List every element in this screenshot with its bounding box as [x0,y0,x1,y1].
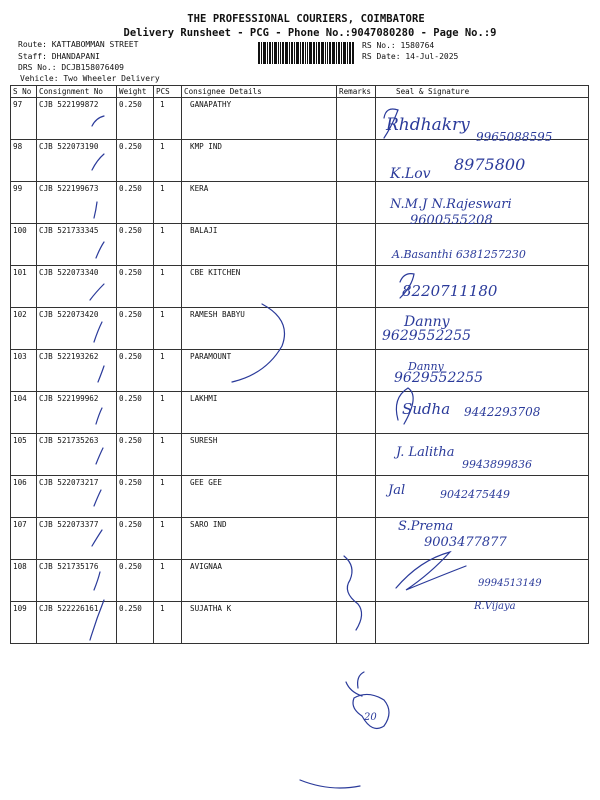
row-signature [376,476,589,518]
row-consignee: RAMESH BABYU [182,308,337,350]
row-remarks [337,560,376,602]
signature-102-phone: 9629552255 [382,328,472,344]
row-weight: 0.250 [117,350,154,392]
row-remarks [337,140,376,182]
row-consignment-no: CJB 522199962 [37,392,117,434]
table-row [11,98,589,140]
row-consignee: LAKHMI [182,392,337,434]
row-consignment-no: CJB 522193262 [37,350,117,392]
signature-100-text: A.Basanthi 6381257230 [392,248,526,261]
row-remarks [337,224,376,266]
table-row [11,350,589,392]
signature-97-name: Rhdhakry [386,115,470,135]
row-sno: 98 [11,140,37,182]
row-consignee: KMP IND [182,140,337,182]
signature-108-phone: 9994513149 [478,578,542,589]
table-row [11,266,589,308]
table-row [11,224,589,266]
route-label: Route: KATTABOMMAN STREET [18,40,139,49]
row-remarks [337,308,376,350]
signature-103-phone: 9629552255 [394,370,484,386]
row-consignment-no: CJB 522073420 [37,308,117,350]
row-weight: 0.250 [117,266,154,308]
row-weight: 0.250 [117,476,154,518]
row-sno: 101 [11,266,37,308]
row-sno: 107 [11,518,37,560]
row-pcs: 1 [154,182,182,224]
row-remarks [337,434,376,476]
row-remarks [337,266,376,308]
footer-mark: 20 [364,712,377,723]
row-sno: 109 [11,602,37,644]
row-consignee: AVIGNAA [182,560,337,602]
row-signature [376,308,589,350]
signature-106-phone: 9042475449 [440,488,510,501]
signature-107-name: S.Prema [398,519,454,534]
row-consignment-no: CJB 521735263 [37,434,117,476]
row-pcs: 1 [154,140,182,182]
row-pcs: 1 [154,434,182,476]
row-consignee: GANAPATHY [182,98,337,140]
staff-label: Staff: DHANDAPANI [18,52,100,61]
signature-98-phone: 8975800 [454,155,526,174]
col-header-signature: Seal & Signature [376,86,589,98]
document-title: THE PROFESSIONAL COURIERS, COIMBATORE [187,13,425,25]
rs-number: RS No.: 1580764 [362,41,435,50]
row-pcs: 1 [154,266,182,308]
signature-98-name: K.Lov [390,166,431,182]
signature-101-text: 8220711180 [402,282,498,300]
row-consignment-no: CJB 522073340 [37,266,117,308]
row-consignee: KERA [182,182,337,224]
row-remarks [337,98,376,140]
col-header-remarks: Remarks [337,86,376,98]
row-consignee: CBE KITCHEN [182,266,337,308]
signature-103-name: Danny [408,360,444,373]
row-weight: 0.250 [117,560,154,602]
table-row [11,392,589,434]
row-sno: 97 [11,98,37,140]
barcode-icon [258,42,354,64]
document-subtitle: Delivery Runsheet - PCG - Phone No.:9047080280 - Page No.:9 [123,27,497,39]
signature-102-name: Danny [404,314,450,330]
table-row [11,140,589,182]
row-signature [376,434,589,476]
row-consignment-no: CJB 521735176 [37,560,117,602]
row-sno: 100 [11,224,37,266]
row-sno: 104 [11,392,37,434]
col-header-consignment: Consignment No [37,86,117,98]
row-remarks [337,182,376,224]
row-pcs: 1 [154,308,182,350]
row-signature [376,140,589,182]
row-sno: 102 [11,308,37,350]
table-row [11,518,589,560]
row-consignee: SUJATHA K [182,602,337,644]
table-row [11,182,589,224]
row-sno: 103 [11,350,37,392]
col-header-sno: S No [11,86,37,98]
signature-104-phone: 9442293708 [464,405,541,419]
row-pcs: 1 [154,602,182,644]
row-signature [376,98,589,140]
signature-99-name: N.M.J N.Rajeswari [390,197,512,212]
col-header-consignee: Consignee Details [182,86,337,98]
row-consignee: BALAJI [182,224,337,266]
row-sno: 105 [11,434,37,476]
vehicle-label: Vehicle: Two Wheeler Delivery [20,74,160,83]
table-row [11,602,589,644]
table-row [11,308,589,350]
row-sno: 108 [11,560,37,602]
row-sno: 99 [11,182,37,224]
row-pcs: 1 [154,476,182,518]
row-consignment-no: CJB 521733345 [37,224,117,266]
row-consignment-no: CJB 522073217 [37,476,117,518]
row-signature [376,602,589,644]
table-row [11,434,589,476]
signature-107-phone: 9003477877 [424,535,507,550]
row-weight: 0.250 [117,98,154,140]
signature-109-name: R.Vijaya [474,601,516,612]
row-sno: 106 [11,476,37,518]
signature-99-phone: 9600555208 [410,213,493,228]
row-consignment-no: CJB 522073377 [37,518,117,560]
row-consignment-no: CJB 522073190 [37,140,117,182]
table-header-row [11,86,589,98]
signature-105-name: J. Lalitha [396,445,455,460]
row-weight: 0.250 [117,602,154,644]
row-pcs: 1 [154,350,182,392]
row-pcs: 1 [154,560,182,602]
row-consignment-no: CJB 522226161 [37,602,117,644]
table-row [11,560,589,602]
row-pcs: 1 [154,392,182,434]
signature-105-phone: 9943899836 [462,458,532,471]
row-signature [376,224,589,266]
row-remarks [337,476,376,518]
row-weight: 0.250 [117,392,154,434]
row-weight: 0.250 [117,434,154,476]
row-consignment-no: CJB 522199673 [37,182,117,224]
row-signature [376,350,589,392]
row-consignee: SARO IND [182,518,337,560]
row-pcs: 1 [154,518,182,560]
row-weight: 0.250 [117,308,154,350]
row-weight: 0.250 [117,224,154,266]
row-signature [376,392,589,434]
row-pcs: 1 [154,98,182,140]
row-signature [376,266,589,308]
row-weight: 0.250 [117,182,154,224]
signature-97-phone: 9965088595 [476,130,553,144]
drs-number: DRS No.: DCJB158076409 [18,63,124,72]
row-weight: 0.250 [117,518,154,560]
row-weight: 0.250 [117,140,154,182]
rs-date: RS Date: 14-Jul-2025 [362,52,459,61]
row-remarks [337,392,376,434]
signature-106-name: Jal [388,483,406,498]
row-signature [376,182,589,224]
signature-104-name: Sudha [402,400,451,418]
row-consignee: SURESH [182,434,337,476]
row-remarks [337,602,376,644]
row-remarks [337,350,376,392]
row-signature [376,518,589,560]
table-row [11,476,589,518]
col-header-pcs: PCS [154,86,182,98]
col-header-weight: Weight [117,86,154,98]
row-remarks [337,518,376,560]
row-signature [376,560,589,602]
row-consignment-no: CJB 522199872 [37,98,117,140]
runsheet-table [10,85,589,644]
row-consignee: GEE GEE [182,476,337,518]
row-pcs: 1 [154,224,182,266]
row-consignee: PARAMOUNT [182,350,337,392]
